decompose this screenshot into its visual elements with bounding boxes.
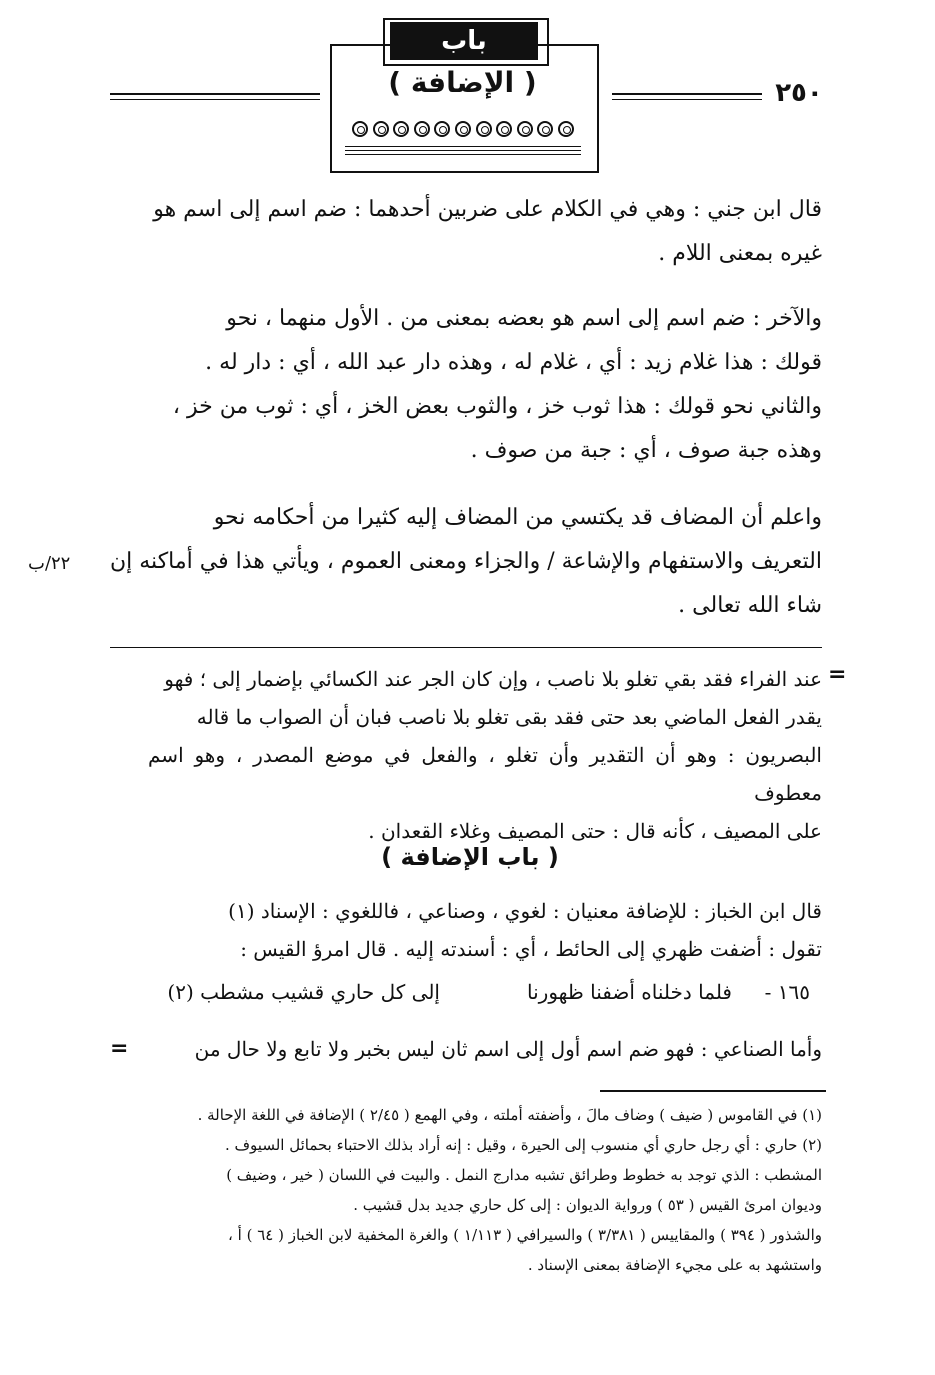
header-rule-left-thin: [110, 99, 320, 100]
text-line: التعريف والاستفهام والإشاعة / والجزاء ومعنى العموم ، ويأتي هذا في أماكنه إن: [110, 549, 822, 574]
continuation-mark-start: =: [828, 662, 847, 687]
ornament-border: [352, 116, 574, 142]
footnote-line: والشذور ( ٣٩٤ ) والمقاييس ( ٣/٣٨١ ) والسيرافي ( ١/١١٣ ) والغرة المخفية لابن الخباز ( ٦٤ ) أ ،: [228, 1226, 822, 1244]
footnote-line: المشطب : الذي توجد به خطوط وطرائق تشبه مدارج النمل . والبيت في اللسان ( خير ، وضيف ): [226, 1166, 822, 1184]
text-line: يقدر الفعل الماضي بعد حتى فقد بقى تغلو بلا ناصب فبان أن الصواب ما قاله: [196, 705, 822, 729]
page-number: ٢٥٠: [775, 78, 823, 108]
commentary-paragraph-2: [148, 892, 822, 968]
text-line: وهذه جبة صوف ، أي : جبة من صوف .: [470, 438, 822, 463]
text-line: عند الفراء فقد بقي تغلو بلا ناصب ، وإن كان الجر عند الكسائي بإضمار إلى ؛ فهو: [164, 667, 822, 691]
main-paragraph-1: [110, 188, 822, 276]
ornament-ring-icon: [352, 121, 368, 137]
header-rule-right: [612, 93, 762, 95]
text-line: وأما الصناعي : فهو ضم اسم أول إلى اسم ثان ليس بخبر ولا تابع ولا حال من: [194, 1037, 822, 1061]
footnote-line: (٢) حاري : أي رجل حاري أي منسوب إلى الحيرة ، وقيل : إنه أراد بذلك الاحتباء بحمائل السيوف .: [224, 1136, 822, 1154]
verse-number: ١٦٥ -: [764, 980, 810, 1004]
section-divider: [110, 647, 822, 648]
ornament-ring-icon: [393, 121, 409, 137]
text-line: غيره بمعنى اللام .: [658, 241, 822, 266]
main-paragraph-2: [110, 297, 822, 473]
text-line: البصريون : وهو أن التقدير وأن تغلو ، والفعل في موضع المصدر ، وهو اسم معطوف: [148, 743, 822, 805]
text-line: على المصيف ، كأنه قال : حتى المصيف وغلاء القعدان .: [368, 819, 822, 843]
footnote-line: (١) في القاموس ( ضيف ) وضاف مالَ ، وأضفته أملته ، وفي الهمع ( ٢/٤٥ ) الإضافة في اللغة الإحالة .: [197, 1106, 822, 1124]
verse-first-hemistich: فلما دخلناه أضفنا ظهورنا: [527, 980, 732, 1004]
ornament-lines: [345, 146, 581, 158]
header-rule-right-thin: [612, 99, 762, 100]
header-rule-left: [110, 93, 320, 95]
chapter-tab-label: باب: [390, 22, 538, 60]
verse-second-hemistich: إلى كل حاري قشيب مشطب (٢): [167, 980, 440, 1004]
continuation-mark-end: =: [110, 1036, 129, 1061]
footnote-line: واستشهد به على مجيء الإضافة بمعنى الإسناد .: [527, 1256, 822, 1274]
footnote-line: وديوان امرئ القيس ( ٥٣ ) ورواية الديوان : إلى كل حاري جديد بدل قشيب .: [353, 1196, 822, 1214]
ornament-ring-icon: [414, 121, 430, 137]
text-line: والثاني نحو قولك : هذا ثوب خز ، والثوب بعض الخز ، أي : ثوب من خز ،: [172, 394, 822, 419]
text-line: والآخر : ضم اسم إلى اسم هو بعضه بمعنى من . الأول منهما ، نحو: [226, 306, 822, 331]
commentary-paragraph-1: [148, 660, 822, 850]
section-heading: ( باب الإضافة ): [381, 843, 559, 871]
ornament-ring-icon: [517, 121, 533, 137]
text-line: واعلم أن المضاف قد يكتسي من المضاف إليه كثيرا من أحكامه نحو: [213, 505, 822, 530]
ornament-ring-icon: [496, 121, 512, 137]
ornament-ring-icon: [434, 121, 450, 137]
ornament-ring-icon: [558, 121, 574, 137]
ornament-ring-icon: [455, 121, 471, 137]
ornament-ring-icon: [373, 121, 389, 137]
text-line: تقول : أضفت ظهري إلى الحائط ، أي : أسندته إليه . قال امرؤ القيس :: [240, 937, 822, 961]
manuscript-folio-note: ٢٢/ب: [28, 553, 71, 574]
text-line: قال ابن الخباز : للإضافة معنيان : لغوي ، وصناعي ، فاللغوي : الإسناد (١): [228, 899, 822, 923]
footnotes: [148, 1100, 822, 1280]
page-header: [0, 0, 935, 180]
ornament-ring-icon: [537, 121, 553, 137]
ornament-ring-icon: [476, 121, 492, 137]
footnote-rule: [600, 1090, 826, 1092]
text-line: شاء الله تعالى .: [678, 593, 822, 618]
text-line: قولك : هذا غلام زيد : أي ، غلام له ، وهذه دار عبد الله ، أي : دار له .: [205, 350, 822, 375]
chapter-title: ( الإضافة ): [388, 66, 537, 99]
commentary-paragraph-3: [148, 1030, 822, 1068]
main-paragraph-3: [110, 496, 822, 628]
text-line: قال ابن جني : وهي في الكلام على ضربين أحدهما : ضم اسم إلى اسم هو: [153, 197, 822, 222]
